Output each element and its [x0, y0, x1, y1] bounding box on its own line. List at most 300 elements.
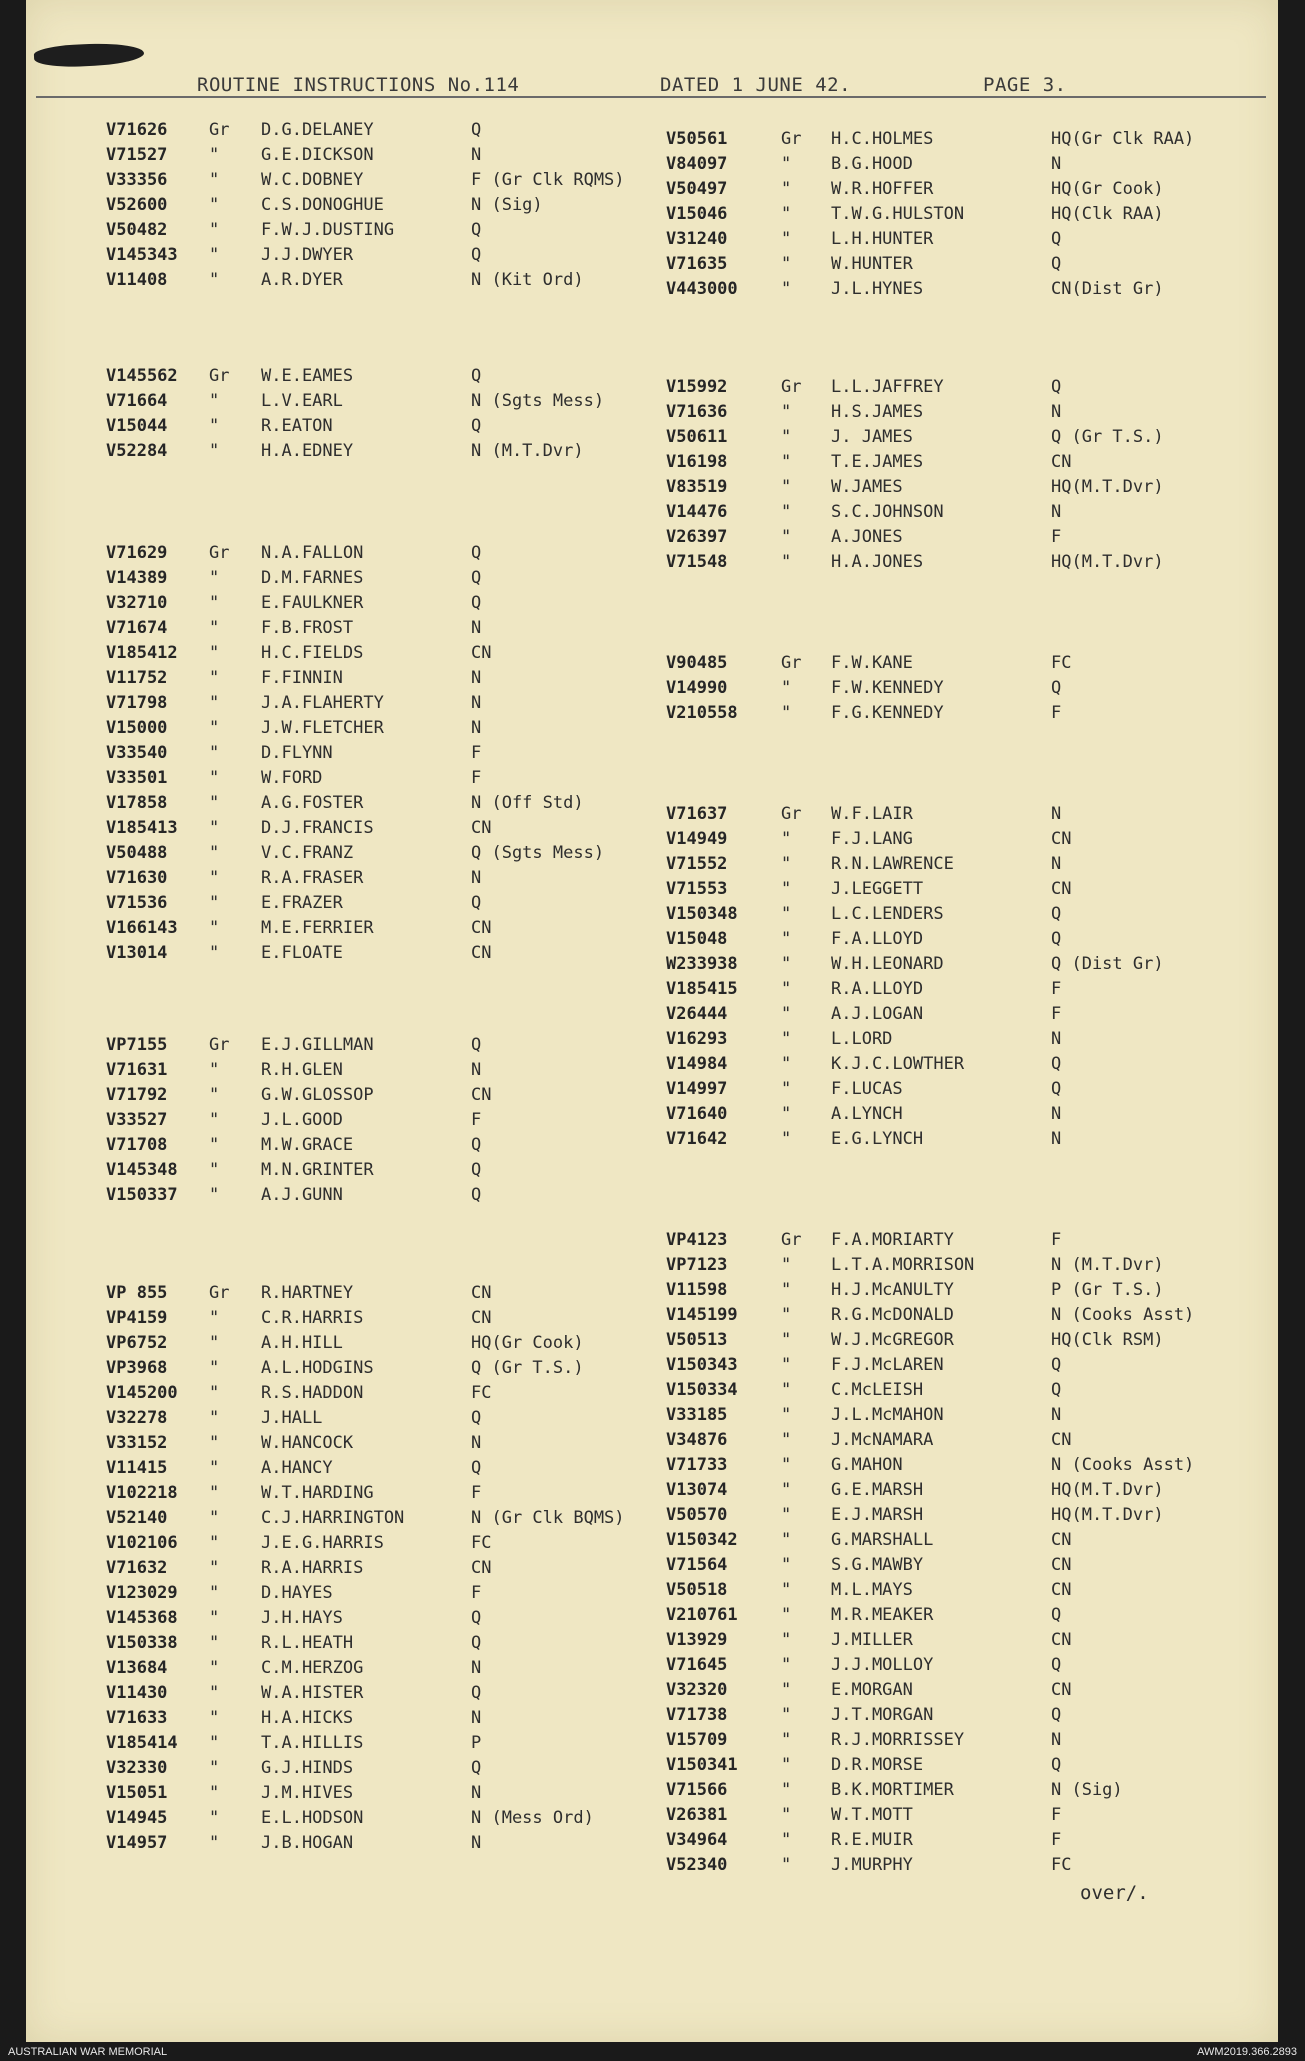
entry-name: R.H.GLEN	[261, 1060, 343, 1080]
entry-rank: "	[209, 1508, 220, 1528]
entry-name: J.T.MORGAN	[831, 1705, 934, 1725]
entry-number: V102218	[106, 1483, 178, 1503]
entry-number: V145199	[666, 1305, 738, 1325]
entry-rank: "	[781, 1705, 792, 1725]
entry-status: Q	[471, 1458, 482, 1478]
entry-name: W.F.LAIR	[831, 804, 913, 824]
entry-number: V13014	[106, 943, 168, 963]
entry-number: V14997	[666, 1079, 728, 1099]
entry-status: F	[471, 1583, 482, 1603]
entry-status: N (Off Std)	[471, 793, 584, 813]
entry-number: V123029	[106, 1583, 178, 1603]
entry-name: E.L.HODSON	[261, 1808, 364, 1828]
entry-status: HQ(M.T.Dvr)	[1051, 1505, 1164, 1525]
entry-name: W.C.DOBNEY	[261, 170, 364, 190]
entry-rank: "	[781, 929, 792, 949]
entry-name: R.HARTNEY	[261, 1283, 354, 1303]
entry-status: F	[1051, 1805, 1062, 1825]
entry-name: W.H.LEONARD	[831, 954, 944, 974]
entry-number: V150337	[106, 1185, 178, 1205]
entry-status: Q	[1051, 1380, 1062, 1400]
entry-rank: "	[209, 643, 220, 663]
entry-rank: "	[781, 1830, 792, 1850]
entry-name: L.V.EARL	[261, 391, 343, 411]
entry-status: CN	[471, 1283, 492, 1303]
entry-number: V15046	[666, 204, 728, 224]
entry-status: HQ(Gr Cook)	[471, 1333, 584, 1353]
entry-number: V14990	[666, 678, 728, 698]
entry-rank: "	[781, 1330, 792, 1350]
entry-rank: "	[209, 195, 220, 215]
entry-rank: "	[781, 1079, 792, 1099]
entry-status: Q	[1051, 678, 1062, 698]
entry-status: N	[471, 1833, 482, 1853]
entry-status: CN	[471, 1558, 492, 1578]
entry-name: T.A.HILLIS	[261, 1733, 364, 1753]
entry-number: V84097	[666, 154, 728, 174]
entry-name: H.J.McANULTY	[831, 1280, 954, 1300]
entry-status: FC	[471, 1533, 492, 1553]
entry-number: V185414	[106, 1733, 178, 1753]
entry-name: E.FAULKNER	[261, 593, 364, 613]
entry-rank: Gr	[781, 129, 802, 149]
header-rule	[36, 96, 1266, 98]
entry-number: V33185	[666, 1405, 728, 1425]
entry-number: V50497	[666, 179, 728, 199]
entry-number: V14945	[106, 1808, 168, 1828]
entry-number: V13684	[106, 1658, 168, 1678]
entry-number: V71640	[666, 1104, 728, 1124]
entry-status: HQ(M.T.Dvr)	[1051, 552, 1164, 572]
entry-rank: "	[781, 1630, 792, 1650]
entry-name: C.S.DONOGHUE	[261, 195, 384, 215]
entry-number: V145200	[106, 1383, 178, 1403]
entry-name: J.J.MOLLOY	[831, 1655, 934, 1675]
entry-number: VP4123	[666, 1230, 728, 1250]
entry-number: V71645	[666, 1655, 728, 1675]
entry-name: M.E.FERRIER	[261, 918, 374, 938]
entry-status: Q	[471, 1408, 482, 1428]
entry-rank: "	[209, 170, 220, 190]
entry-name: D.R.MORSE	[831, 1755, 924, 1775]
entry-number: V71630	[106, 868, 168, 888]
entry-status: Q	[471, 1160, 482, 1180]
entry-name: W.HANCOCK	[261, 1433, 354, 1453]
entry-status: N	[471, 868, 482, 888]
entry-rank: "	[781, 1305, 792, 1325]
entry-status: Q	[1051, 254, 1062, 274]
entry-number: V210761	[666, 1605, 738, 1625]
entry-rank: "	[209, 1358, 220, 1378]
entry-rank: "	[209, 668, 220, 688]
entry-status: N	[471, 1708, 482, 1728]
entry-status: N (Sig)	[1051, 1780, 1123, 1800]
entry-number: V185415	[666, 979, 738, 999]
entry-number: V185412	[106, 643, 178, 663]
entry-number: V15709	[666, 1730, 728, 1750]
entry-rank: "	[209, 441, 220, 461]
document-date: DATED 1 JUNE 42.	[660, 74, 852, 96]
entry-name: A.J.GUNN	[261, 1185, 343, 1205]
entry-status: N	[471, 1060, 482, 1080]
entry-status: CN	[471, 1308, 492, 1328]
entry-rank: "	[781, 1505, 792, 1525]
entry-status: N	[1051, 1405, 1062, 1425]
entry-status: Q	[471, 1185, 482, 1205]
entry-number: V32320	[666, 1680, 728, 1700]
entry-number: V33356	[106, 170, 168, 190]
entry-status: F	[1051, 1830, 1062, 1850]
entry-number: V14389	[106, 568, 168, 588]
entry-number: V71635	[666, 254, 728, 274]
entry-status: HQ(Clk RSM)	[1051, 1330, 1164, 1350]
entry-number: V71733	[666, 1455, 728, 1475]
entry-name: F.J.McLAREN	[831, 1355, 944, 1375]
entry-name: E.MORGAN	[831, 1680, 913, 1700]
entry-number: V71632	[106, 1558, 168, 1578]
entry-status: CN	[1051, 1555, 1072, 1575]
entry-rank: "	[781, 552, 792, 572]
entry-name: J.E.G.HARRIS	[261, 1533, 384, 1553]
entry-rank: "	[209, 718, 220, 738]
entry-name: C.M.HERZOG	[261, 1658, 364, 1678]
entry-rank: "	[781, 1405, 792, 1425]
entry-number: V150341	[666, 1755, 738, 1775]
entry-name: R.A.HARRIS	[261, 1558, 364, 1578]
entry-status: N	[1051, 1730, 1062, 1750]
document-page	[26, 0, 1278, 2042]
entry-rank: "	[209, 1110, 220, 1130]
entry-number: V71626	[106, 120, 168, 140]
entry-status: N	[1051, 402, 1062, 422]
entry-number: V11752	[106, 668, 168, 688]
entry-name: G.E.MARSH	[831, 1480, 924, 1500]
entry-rank: Gr	[209, 1283, 230, 1303]
entry-status: F	[471, 1483, 482, 1503]
entry-status: Q	[1051, 929, 1062, 949]
entry-rank: "	[781, 179, 792, 199]
entry-name: L.L.JAFFREY	[831, 377, 944, 397]
entry-name: G.MARSHALL	[831, 1530, 934, 1550]
entry-status: HQ(Gr Cook)	[1051, 179, 1164, 199]
entry-rank: "	[781, 254, 792, 274]
entry-name: A.R.DYER	[261, 270, 343, 290]
entry-rank: "	[781, 904, 792, 924]
entry-status: Q (Dist Gr)	[1051, 954, 1164, 974]
entry-rank: "	[781, 229, 792, 249]
entry-rank: "	[209, 843, 220, 863]
entry-rank: "	[781, 1129, 792, 1149]
entry-name: R.A.LLOYD	[831, 979, 924, 999]
entry-number: V50561	[666, 129, 728, 149]
entry-name: J.LEGGETT	[831, 879, 924, 899]
entry-number: V71674	[106, 618, 168, 638]
entry-name: F.W.KENNEDY	[831, 678, 944, 698]
entry-status: Q	[471, 120, 482, 140]
entry-number: V50611	[666, 427, 728, 447]
entry-rank: "	[781, 1029, 792, 1049]
entry-rank: "	[781, 427, 792, 447]
entry-rank: "	[209, 768, 220, 788]
entry-number: VP7155	[106, 1035, 168, 1055]
entry-number: V145348	[106, 1160, 178, 1180]
entry-name: W.A.HISTER	[261, 1683, 364, 1703]
entry-status: CN	[471, 643, 492, 663]
entry-status: CN(Dist Gr)	[1051, 279, 1164, 299]
entry-status: Q	[471, 543, 482, 563]
entry-status: N (Sig)	[471, 195, 543, 215]
entry-rank: "	[209, 918, 220, 938]
entry-number: VP6752	[106, 1333, 168, 1353]
entry-status: Q	[471, 1758, 482, 1778]
entry-number: V26381	[666, 1805, 728, 1825]
entry-status: CN	[1051, 1680, 1072, 1700]
entry-name: R.J.MORRISSEY	[831, 1730, 965, 1750]
entry-number: VP4159	[106, 1308, 168, 1328]
entry-status: FC	[1051, 653, 1072, 673]
entry-name: J.A.FLAHERTY	[261, 693, 384, 713]
entry-rank: "	[209, 1558, 220, 1578]
entry-status: CN	[471, 943, 492, 963]
entry-name: J.B.HOGAN	[261, 1833, 354, 1853]
entry-rank: Gr	[209, 120, 230, 140]
entry-number: V34876	[666, 1430, 728, 1450]
entry-name: J.W.FLETCHER	[261, 718, 384, 738]
entry-name: D.FLYNN	[261, 743, 333, 763]
entry-name: R.G.McDONALD	[831, 1305, 954, 1325]
entry-rank: "	[209, 1383, 220, 1403]
entry-rank: "	[781, 279, 792, 299]
entry-name: H.C.FIELDS	[261, 643, 364, 663]
entry-number: V71708	[106, 1135, 168, 1155]
entry-status: F (Gr Clk RQMS)	[471, 170, 625, 190]
entry-name: J.M.HIVES	[261, 1783, 354, 1803]
entry-rank: "	[209, 1060, 220, 1080]
entry-number: V71792	[106, 1085, 168, 1105]
entry-status: F	[1051, 703, 1062, 723]
entry-number: V16198	[666, 452, 728, 472]
entry-number: V11598	[666, 1280, 728, 1300]
entry-rank: "	[209, 618, 220, 638]
entry-rank: "	[209, 1333, 220, 1353]
entry-rank: "	[209, 1408, 220, 1428]
entry-status: Q	[1051, 904, 1062, 924]
entry-rank: "	[781, 1104, 792, 1124]
entry-number: V33527	[106, 1110, 168, 1130]
entry-number: V150342	[666, 1530, 738, 1550]
entry-number: V71552	[666, 854, 728, 874]
entry-number: V150338	[106, 1633, 178, 1653]
entry-number: V32710	[106, 593, 168, 613]
entry-rank: "	[781, 1380, 792, 1400]
entry-name: F.G.KENNEDY	[831, 703, 944, 723]
entry-rank: "	[781, 1480, 792, 1500]
entry-status: Q	[471, 366, 482, 386]
entry-rank: "	[209, 270, 220, 290]
entry-status: N	[471, 618, 482, 638]
entry-number: V150348	[666, 904, 738, 924]
entry-number: V71527	[106, 145, 168, 165]
entry-status: Q	[471, 220, 482, 240]
entry-number: V31240	[666, 229, 728, 249]
entry-name: R.E.MUIR	[831, 1830, 913, 1850]
entry-name: T.W.G.HULSTON	[831, 204, 965, 224]
entry-number: VP7123	[666, 1255, 728, 1275]
entry-number: V11415	[106, 1458, 168, 1478]
entry-name: L.H.HUNTER	[831, 229, 934, 249]
entry-name: M.L.MAYS	[831, 1580, 913, 1600]
entry-number: V14957	[106, 1833, 168, 1853]
entry-status: Q (Sgts Mess)	[471, 843, 605, 863]
entry-status: Q	[471, 1633, 482, 1653]
entry-name: M.R.MEAKER	[831, 1605, 934, 1625]
entry-name: A.L.HODGINS	[261, 1358, 374, 1378]
entry-rank: "	[209, 1833, 220, 1853]
entry-name: F.LUCAS	[831, 1079, 903, 1099]
entry-status: N (Kit Ord)	[471, 270, 584, 290]
entry-status: Q	[1051, 377, 1062, 397]
entry-rank: Gr	[781, 804, 802, 824]
entry-rank: "	[781, 402, 792, 422]
entry-number: V26444	[666, 1004, 728, 1024]
entry-rank: "	[209, 1658, 220, 1678]
entry-status: Q	[1051, 1079, 1062, 1099]
entry-status: F	[471, 1110, 482, 1130]
entry-rank: "	[781, 1430, 792, 1450]
entry-name: J.L.McMAHON	[831, 1405, 944, 1425]
entry-name: A.G.FOSTER	[261, 793, 364, 813]
entry-number: V71637	[666, 804, 728, 824]
entry-number: V33501	[106, 768, 168, 788]
entry-name: S.C.JOHNSON	[831, 502, 944, 522]
entry-name: H.C.HOLMES	[831, 129, 934, 149]
entry-rank: "	[209, 220, 220, 240]
entry-rank: "	[781, 1004, 792, 1024]
entry-number: V50513	[666, 1330, 728, 1350]
entry-rank: "	[781, 1280, 792, 1300]
entry-number: W233938	[666, 954, 738, 974]
entry-status: N (Cooks Asst)	[1051, 1305, 1195, 1325]
entry-name: C.R.HARRIS	[261, 1308, 364, 1328]
entry-status: F	[1051, 1004, 1062, 1024]
entry-number: V71629	[106, 543, 168, 563]
entry-rank: "	[781, 854, 792, 874]
entry-number: V71642	[666, 1129, 728, 1149]
entry-number: V50570	[666, 1505, 728, 1525]
entry-name: F.B.FROST	[261, 618, 354, 638]
entry-status: N	[1051, 1129, 1062, 1149]
entry-rank: "	[781, 954, 792, 974]
entry-name: W.T.MOTT	[831, 1805, 913, 1825]
entry-status: N (M.T.Dvr)	[471, 441, 584, 461]
entry-name: R.A.FRASER	[261, 868, 364, 888]
entry-status: F	[471, 768, 482, 788]
entry-rank: "	[781, 1255, 792, 1275]
entry-name: E.FRAZER	[261, 893, 343, 913]
entry-status: N	[1051, 804, 1062, 824]
entry-number: V52600	[106, 195, 168, 215]
entry-status: Q	[1051, 1355, 1062, 1375]
entry-number: VP 855	[106, 1283, 168, 1303]
entry-status: Q	[471, 1683, 482, 1703]
entry-name: F.A.LLOYD	[831, 929, 924, 949]
entry-number: V102106	[106, 1533, 178, 1553]
entry-status: CN	[471, 818, 492, 838]
entry-status: FC	[1051, 1855, 1072, 1875]
entry-name: W.T.HARDING	[261, 1483, 374, 1503]
entry-number: V15992	[666, 377, 728, 397]
entry-number: V71631	[106, 1060, 168, 1080]
entry-name: J.J.DWYER	[261, 245, 354, 265]
entry-number: V15048	[666, 929, 728, 949]
entry-name: G.MAHON	[831, 1455, 903, 1475]
entry-rank: "	[209, 1808, 220, 1828]
entry-number: V52340	[666, 1855, 728, 1875]
entry-rank: "	[209, 1708, 220, 1728]
entry-status: N (Mess Ord)	[471, 1808, 594, 1828]
entry-name: R.N.LAWRENCE	[831, 854, 954, 874]
entry-rank: "	[781, 1355, 792, 1375]
entry-name: G.W.GLOSSOP	[261, 1085, 374, 1105]
entry-status: N (Sgts Mess)	[471, 391, 605, 411]
entry-rank: "	[781, 1730, 792, 1750]
entry-rank: "	[209, 868, 220, 888]
entry-name: F.J.LANG	[831, 829, 913, 849]
entry-rank: "	[209, 593, 220, 613]
entry-number: V11430	[106, 1683, 168, 1703]
entry-number: V16293	[666, 1029, 728, 1049]
entry-name: E.J.GILLMAN	[261, 1035, 374, 1055]
entry-rank: "	[209, 818, 220, 838]
entry-rank: "	[781, 1855, 792, 1875]
entry-rank: Gr	[781, 653, 802, 673]
entry-name: V.C.FRANZ	[261, 843, 354, 863]
entry-name: D.M.FARNES	[261, 568, 364, 588]
entry-status: Q	[1051, 229, 1062, 249]
entry-name: A.HANCY	[261, 1458, 333, 1478]
footer-accession: AWM2019.366.2893	[1197, 2046, 1297, 2058]
entry-rank: Gr	[209, 366, 230, 386]
entry-rank: "	[781, 1580, 792, 1600]
entry-status: N	[1051, 1029, 1062, 1049]
entry-status: N	[471, 693, 482, 713]
entry-rank: "	[209, 1758, 220, 1778]
entry-name: G.E.DICKSON	[261, 145, 374, 165]
entry-status: CN	[1051, 452, 1072, 472]
entry-name: W.FORD	[261, 768, 323, 788]
entry-number: V71636	[666, 402, 728, 422]
entry-rank: "	[209, 416, 220, 436]
entry-number: V13074	[666, 1480, 728, 1500]
entry-status: Q	[1051, 1605, 1062, 1625]
entry-status: N	[471, 718, 482, 738]
entry-rank: "	[781, 477, 792, 497]
entry-status: N	[471, 668, 482, 688]
entry-status: Q	[471, 245, 482, 265]
entry-name: F.W.KANE	[831, 653, 913, 673]
entry-name: W.J.McGREGOR	[831, 1330, 954, 1350]
entry-rank: "	[781, 703, 792, 723]
entry-number: V71633	[106, 1708, 168, 1728]
entry-name: J.MILLER	[831, 1630, 913, 1650]
entry-name: A.J.LOGAN	[831, 1004, 924, 1024]
document-title: ROUTINE INSTRUCTIONS No.114	[197, 74, 520, 96]
entry-status: Q	[1051, 1705, 1062, 1725]
entry-number: V17858	[106, 793, 168, 813]
entry-name: A.H.HILL	[261, 1333, 343, 1353]
entry-rank: "	[209, 1533, 220, 1553]
entry-rank: "	[781, 1605, 792, 1625]
